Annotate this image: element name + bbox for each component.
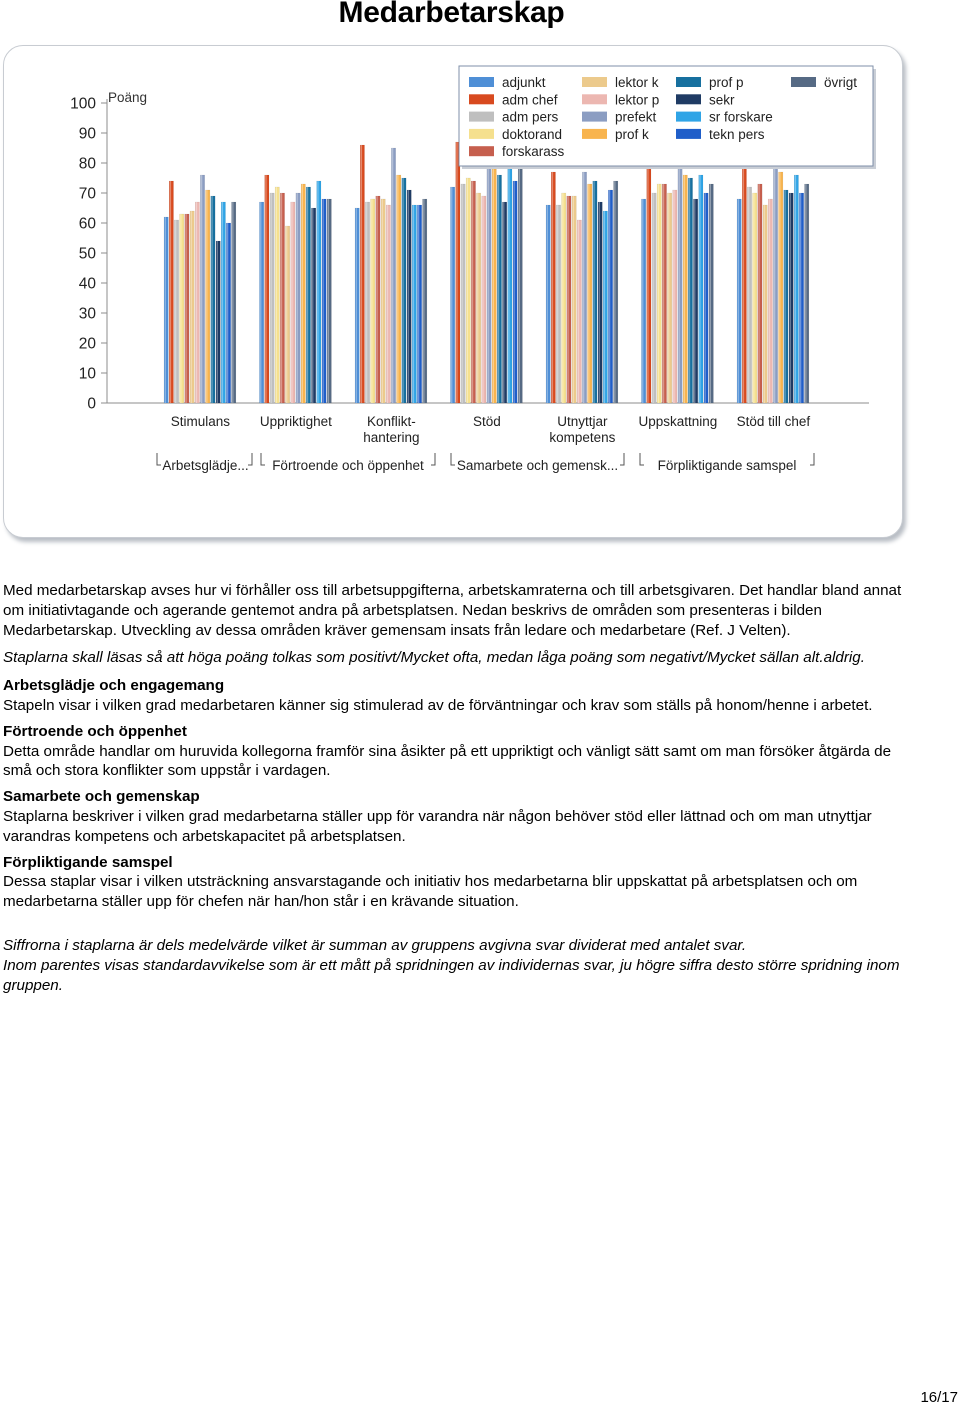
bar-highlight — [451, 187, 452, 403]
bar-highlight — [361, 145, 362, 403]
legend-swatch — [469, 94, 494, 104]
bar-highlight — [217, 241, 218, 403]
bar-highlight — [779, 172, 780, 403]
bar-highlight — [658, 184, 659, 403]
bar-highlight — [694, 199, 695, 403]
section-body-arbetsgladje: Stapeln visar i vilken grad medarbetaren känner sig stimulerad av de förväntningar och krav som ställs på honom/henne i arbetet. — [3, 696, 873, 714]
group-bracket-left — [640, 453, 644, 465]
bar-highlight — [642, 199, 643, 403]
group-label: Förtroende och öppenhet — [272, 458, 424, 473]
bar-highlight — [211, 196, 212, 403]
legend-entry-tekn-pers: tekn pers — [709, 126, 765, 142]
x-tick-label: Stöd till chef — [736, 414, 811, 429]
bar-highlight — [376, 196, 377, 403]
bar-highlight — [317, 181, 318, 403]
legend-entry-adm-chef: adm chef — [502, 92, 558, 108]
bar-highlight — [397, 175, 398, 403]
group-bracket-right — [810, 453, 814, 465]
bar-highlight — [673, 190, 674, 403]
bar-highlight — [679, 163, 680, 403]
bar-highlight — [699, 175, 700, 403]
chart-frame — [3, 45, 903, 538]
y-tick-label: 60 — [78, 215, 96, 233]
bar-highlight — [609, 190, 610, 403]
bar-highlight — [402, 178, 403, 403]
y-tick-label: 40 — [78, 275, 96, 293]
bar-highlight — [573, 196, 574, 403]
section-heading-fortroende: Förtroende och öppenhet — [3, 722, 187, 740]
y-axis-title: Poäng — [108, 90, 148, 105]
group-label: Samarbete och gemensk... — [456, 458, 619, 473]
bar-highlight — [185, 214, 186, 403]
bar-highlight — [265, 175, 266, 403]
intro-paragraph: Med medarbetarskap avses hur vi förhåller oss till arbetsuppgifterna, arbetskamraterna och till arbetsgivaren. Det handlar bland annat om initiativtagande och agerande gentemot andra på arbetsplatsen. Nedan beskrivs de områden som presenteras i bilden Medarbetarskap. Utveckling av dessa områden kräver gemensam insats från ledare och medarbetare (Ref. J Velten). — [3, 582, 902, 639]
section-heading-samarbete: Samarbete och gemenskap — [3, 788, 200, 806]
x-tick-label: Stöd — [473, 414, 501, 429]
section-heading-arbetsgladje: Arbetsglädje och engagemang — [3, 677, 225, 695]
legend-swatch — [791, 77, 816, 87]
y-tick-label: 70 — [78, 185, 96, 203]
bar-highlight — [276, 187, 277, 403]
bar-highlight — [408, 190, 409, 403]
y-tick-label: 50 — [78, 245, 96, 263]
legend-swatch — [582, 77, 607, 87]
legend-entry-prof-k: prof k — [615, 126, 649, 142]
bar-highlight — [307, 187, 308, 403]
legend-entry-lektor-p: lektor p — [615, 92, 660, 108]
legend-swatch — [676, 94, 701, 104]
bar-highlight — [769, 199, 770, 403]
x-tick-label: Uppriktighet — [259, 414, 332, 429]
bar-highlight — [578, 220, 579, 403]
bar-highlight — [467, 178, 468, 403]
bar-highlight — [227, 223, 228, 403]
legend-entry-sekr: sekr — [709, 92, 735, 108]
legend-entry-lektor-k: lektor k — [615, 75, 659, 90]
bar-highlight — [748, 187, 749, 403]
y-tick-label: 10 — [78, 365, 96, 383]
y-tick-label: 80 — [78, 155, 96, 173]
bar-highlight — [784, 190, 785, 403]
bar-highlight — [477, 193, 478, 403]
bar-highlight — [710, 184, 711, 403]
bar-highlight — [668, 193, 669, 403]
legend-entry-sr-forskare: sr forskare — [709, 109, 773, 125]
legend-swatch — [582, 129, 607, 139]
bar-highlight — [738, 199, 739, 403]
legend-entry-övrigt: övrigt — [824, 75, 858, 90]
bar-highlight — [291, 202, 292, 403]
legend-swatch — [582, 94, 607, 104]
body-text — [3, 581, 908, 995]
bar-highlight — [614, 181, 615, 403]
bar-highlight — [392, 148, 393, 403]
bar-highlight — [222, 202, 223, 403]
bar-highlight — [423, 199, 424, 403]
legend-entry-doktorand: doktorand — [502, 126, 563, 142]
bar-highlight — [191, 211, 192, 403]
section-body-forpliktigande: Dessa staplar visar i vilken utsträckning ansvarstagande och initiativ hos medarbetarna blir uppskattat på arbetsplatsen och om medarbetarna ställer upp för chefen när han/hon står i en krävande situation. — [3, 873, 858, 911]
section-heading-forpliktigande: Förpliktigande samspel — [3, 853, 173, 871]
bar-highlight — [562, 193, 563, 403]
bar-highlight — [456, 142, 457, 403]
y-tick-label: 30 — [78, 305, 96, 323]
bar-highlight — [328, 199, 329, 403]
bar-highlight — [206, 190, 207, 403]
bar-highlight — [758, 184, 759, 403]
bar-highlight — [503, 202, 504, 403]
bar-highlight — [663, 184, 664, 403]
legend-swatch — [469, 77, 494, 87]
legend-swatch — [676, 77, 701, 87]
bar-highlight — [774, 166, 775, 403]
legend-swatch — [469, 112, 494, 122]
legend-swatch — [676, 129, 701, 139]
bar-highlight — [413, 205, 414, 403]
bar-highlight — [795, 175, 796, 403]
bar-highlight — [547, 205, 548, 403]
bar-highlight — [790, 193, 791, 403]
legend-swatch — [676, 112, 701, 122]
bar-highlight — [593, 181, 594, 403]
bar-highlight — [764, 205, 765, 403]
bar-highlight — [366, 202, 367, 403]
footnote-std: Inom parentes visas standardavvikelse som är ett mått på spridningen av individernas svar, ju högre siffra desto större spridning inom gruppen. — [3, 956, 900, 994]
bar-highlight — [583, 172, 584, 403]
group-bracket-left — [261, 453, 265, 465]
bar-highlight — [371, 199, 372, 403]
bar-highlight — [472, 181, 473, 403]
bar-highlight — [260, 202, 261, 403]
group-label: Förpliktigande samspel — [657, 458, 797, 473]
bar-highlight — [482, 196, 483, 403]
bar-highlight — [599, 202, 600, 403]
bar-highlight — [312, 208, 313, 403]
bar-highlight — [800, 193, 801, 403]
legend-entry-prefekt: prefekt — [615, 109, 657, 125]
bar-highlight — [743, 166, 744, 403]
y-tick-label: 0 — [87, 395, 96, 413]
bar-highlight — [705, 193, 706, 403]
reading-note: Staplarna skall läsas så att höga poäng tolkas som positivt/Mycket ofta, medan låga poäng som negativt/Mycket sällan alt.aldrig. — [3, 649, 865, 667]
bar-highlight — [514, 181, 515, 403]
legend-swatch — [469, 146, 494, 156]
bar-highlight — [689, 178, 690, 403]
bar-highlight — [684, 175, 685, 403]
x-tick-label: Utnyttjar — [557, 414, 608, 429]
bar-highlight — [418, 205, 419, 403]
bar-highlight — [201, 175, 202, 403]
legend-swatch — [469, 129, 494, 139]
page-title: Medarbetarskap — [338, 0, 565, 29]
x-tick-label: Uppskattning — [638, 414, 718, 429]
bar-highlight — [382, 199, 383, 403]
legend-entry-adm-pers: adm pers — [502, 109, 559, 125]
bar-highlight — [170, 181, 171, 403]
bar-highlight — [493, 169, 494, 403]
bar-highlight — [647, 166, 648, 403]
section-body-fortroende: Detta område handlar om huruvida kollegorna framför sina åsikter på ett uppriktigt och vänligt sätt samt om man försöker åtgärda de små och stora konflikter som uppstår i vardagen. — [3, 742, 892, 780]
x-tick-label: Stimulans — [170, 414, 231, 429]
bar-highlight — [498, 175, 499, 403]
bar-highlight — [323, 199, 324, 403]
bar-highlight — [302, 184, 303, 403]
bar-highlight — [271, 193, 272, 403]
page-number: 16/17 — [920, 1389, 958, 1406]
bar-highlight — [165, 217, 166, 403]
bar-highlight — [519, 169, 520, 403]
bar-highlight — [588, 184, 589, 403]
group-bracket-left — [451, 453, 455, 465]
x-tick-label: Konflikt- — [367, 414, 416, 429]
group-bracket-right — [431, 453, 435, 465]
bar-highlight — [805, 184, 806, 403]
bar-highlight — [281, 193, 282, 403]
bar-highlight — [508, 169, 509, 403]
y-tick-label: 20 — [78, 335, 96, 353]
bar-highlight — [552, 172, 553, 403]
bar-highlight — [753, 193, 754, 403]
bar-highlight — [567, 196, 568, 403]
bar-highlight — [175, 220, 176, 403]
bar-highlight — [653, 193, 654, 403]
bar-highlight — [488, 166, 489, 403]
section-body-samarbete: Staplarna beskriver i vilken grad medarbetarna ställer upp för varandra när någon behöver stöd eller lättnad och om man utnyttjar varandras kompetens och arbetskapacitet på arbetsplatsen. — [3, 807, 872, 845]
y-tick-label: 90 — [78, 125, 96, 143]
x-tick-label: hantering — [363, 430, 420, 445]
footnote-mean: Siffrorna i staplarna är dels medelvärde vilket är summan av gruppens avgivna svar dividerat med antalet svar. — [3, 936, 747, 954]
legend-swatch — [582, 112, 607, 122]
bar-highlight — [604, 211, 605, 403]
bar-highlight — [196, 202, 197, 403]
legend-entry-prof-p: prof p — [709, 75, 744, 90]
bar-highlight — [232, 202, 233, 403]
y-tick-label: 100 — [70, 95, 96, 113]
bar-highlight — [462, 184, 463, 403]
bar-highlight — [356, 208, 357, 403]
bar-highlight — [286, 226, 287, 403]
legend-entry-adjunkt: adjunkt — [502, 75, 546, 90]
bar-highlight — [387, 205, 388, 403]
group-bracket-right — [620, 453, 624, 465]
x-tick-label: kompetens — [549, 430, 616, 445]
bar-highlight — [297, 193, 298, 403]
bar-highlight — [557, 205, 558, 403]
group-bracket-left — [157, 453, 161, 465]
group-label: Arbetsglädje... — [162, 458, 249, 473]
bar-chart — [4, 46, 902, 537]
legend-entry-forskarass: forskarass — [502, 144, 565, 160]
bar-highlight — [180, 214, 181, 403]
